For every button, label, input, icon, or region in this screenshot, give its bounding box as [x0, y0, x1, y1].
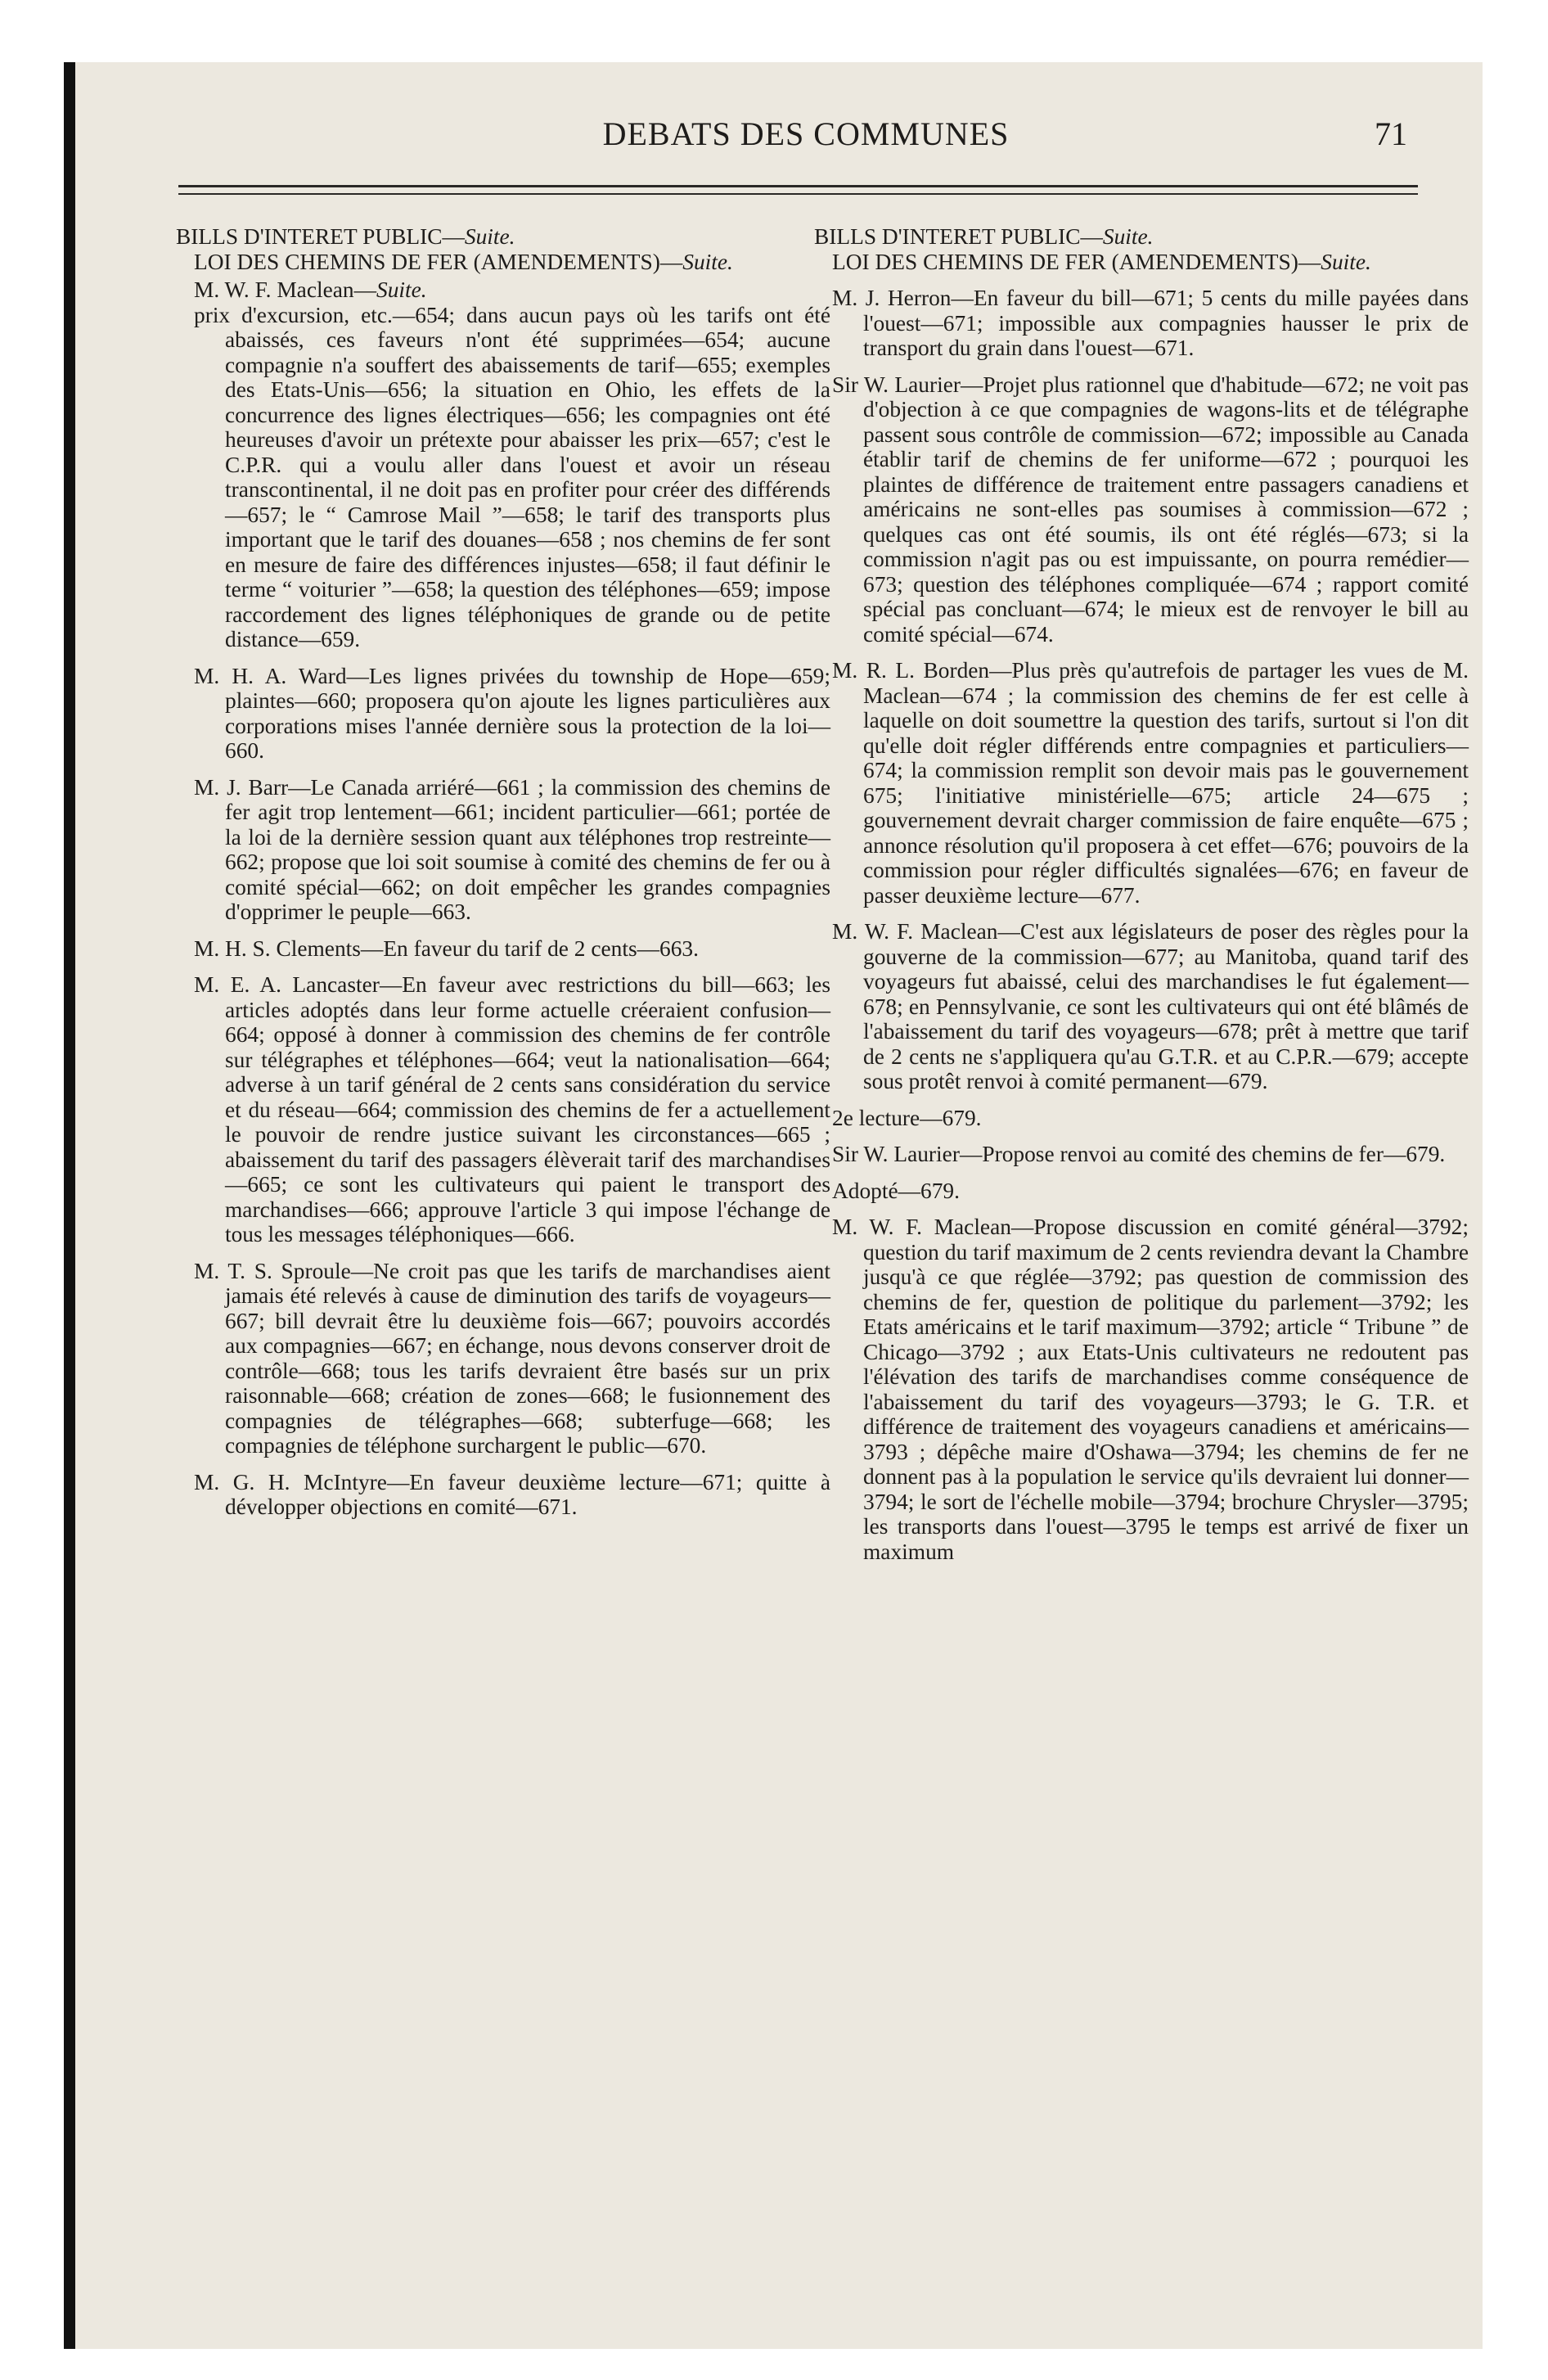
subhead-suite: Suite.: [1321, 249, 1371, 274]
index-entry: [176, 664, 830, 764]
entry-text: 2e lecture—679.: [832, 1105, 982, 1130]
entry-text: Le Canada arriéré—661 ; la commission des chemins de fer agit trop lentement—661; incident particulier—661; portée de la loi de la dernière session quant aux téléphones trop restreinte—662; propose que loi soit soumise à comité des chemins de fer ou à comité spécial—662; on doit empêcher les grandes compagnies d'opprimer le peuple—663.: [225, 774, 830, 924]
subhead-text: LOI DES CHEMINS DE FER (AMENDEMENTS)—: [194, 249, 683, 274]
index-entry: [176, 1470, 830, 1520]
subhead-suite: Suite.: [682, 249, 733, 274]
right-entries: [814, 286, 1469, 1564]
index-entry: [814, 919, 1469, 1094]
entry-text: Adopté—679.: [832, 1178, 960, 1203]
index-entry: [814, 1215, 1469, 1564]
entry-text: Propose discussion en comité général—3792; question du tarif maximum de 2 cents reviendra devant la Chambre jusqu'à ce que réglée—3792; pas question de commission des chemins de fer, question de politique du parlement—3792; les Etats américains et le tarif maximum—3792; article “ Tribune ” de Chicago—3792 ; aux Etats-Unis cultivateurs ne redoutent pas l'élévation des tarifs de marchandises comme conséquence de l'abaissement du tarif des voyageurs—3793; le G. T.R. et différence de traitement des voyageurs canadiens et américains—3793 ; dépêche maire d'Oshawa—3794; les chemins de fer ne donnent pas à la population le service qu'ils devraient lui donner—3794; le sort de l'échelle mobile—3794; brochure Chrysler—3795; les transports dans l'ouest—3795 le temps est arrivé de fixer un maximum: [863, 1215, 1469, 1564]
entry-speaker: Sir W. Laurier—: [832, 1142, 983, 1166]
speaker-heading-suite: Suite.: [376, 277, 427, 302]
index-entry: [814, 372, 1469, 647]
page-number: 71: [1375, 115, 1407, 152]
entry-text: En faveur du tarif de 2 cents—663.: [383, 935, 699, 961]
entry-text: En faveur deuxième lecture—671; quitte à développer objections en comité—671.: [225, 1469, 830, 1519]
entry-text: Propose renvoi au comité des chemins de fer—679.: [982, 1142, 1446, 1166]
running-head-suite: Suite.: [1102, 224, 1154, 249]
running-head-text: BILLS D'INTERET PUBLIC—: [814, 224, 1103, 249]
entry-speaker: M. R. L. Borden—: [832, 658, 1012, 683]
index-entry: [814, 1179, 1469, 1204]
entry-text: En faveur du bill—671; 5 cents du mille payées dans l'ouest—671; impossible aux compagnies hausser le prix de transport du grain dans l'ouest—671.: [863, 286, 1469, 360]
index-entry: [814, 1106, 1469, 1131]
entry-speaker: M. E. A. Lancaster—: [194, 972, 403, 997]
speaker-heading-text: M. W. F. Maclean—: [194, 277, 377, 302]
index-entry: [176, 1259, 830, 1458]
entry-speaker: Sir W. Laurier—: [832, 372, 983, 397]
running-head: [814, 224, 1469, 250]
running-head-text: BILLS D'INTERET PUBLIC—: [176, 224, 465, 249]
index-entry: [814, 286, 1469, 361]
index-entry: [176, 936, 830, 962]
header-rule-bottom: [178, 193, 1418, 195]
entry-speaker: M. W. F. Maclean—: [832, 919, 1020, 944]
entry-speaker: M. H. A. Ward—: [194, 663, 369, 688]
section-subhead: [176, 250, 830, 275]
entry-text: prix d'excursion, etc.—654; dans aucun pays où les tarifs ont été abaissés, ces faveurs n'ont été supprimées—654; aucune compagnie n'a souffert des abaissements de tarif—655; exemples des Etats-Unis—656; la situation en Ohio, les effets de la concurrence des lignes électriques—656; les compagnies ont été heureuses d'avoir un prétexte pour abaisser les prix—657; c'est le C.P.R. qui a voulu aller dans l'ouest et avoir un réseau transcontinental, il ne doit pas en profiter pour créer des différends—657; le “ Camrose Mail ”—658; le tarif des transports plus important que le tarif des douanes—658 ; nos chemins de fer sont en mesure de faire des différences injustes—658; il faut définir le terme “ voiturier ”—658; la question des téléphones—659; impose raccordement des lignes téléphoniques de grande ou de petite distance—659.: [194, 302, 830, 651]
running-head: [176, 224, 830, 250]
entry-text: Ne croit pas que les tarifs de marchandises aient jamais été relevés à cause de diminution des tarifs de voyageurs—667; bill devrait être lu deuxième fois—667; pouvoirs accordés aux compagnies—667; en échange, nous devons conserver droit de contrôle—668; tous les tarifs devraient être basés sur un prix raisonnable—668; création de zones—668; le fusionnement des compagnies de télégraphes—668; subterfuge—668; les compagnies de téléphone surchargent le public—670.: [225, 1258, 830, 1458]
entry-speaker: M. J. Herron—: [832, 286, 974, 310]
binding-edge: [64, 62, 75, 2349]
entry-text: Projet plus rationnel que d'habitude—672; ne voit pas d'objection à ce que compagnies de wagons-lits et de télégraphe passent sous contrôle de commission—672; impossible au Canada établir tarif de chemins de fer uniforme—672 ; pourquoi les plaintes de différence de traitement entre passagers canadiens et américains ne sont-elles pas soumises à commission—672 ; quelques cas ont été soumis, ils ont été réglés—673; si la commission n'agit pas ou est impuissante, on pourra remédier—673; question des téléphones compliquée—674 ; rapport comité spécial pas concluant—674; le mieux est de renvoyer le bill au comité spécial—674.: [863, 372, 1469, 647]
index-entry: [814, 658, 1469, 908]
index-entry: [176, 972, 830, 1247]
entry-text: Plus près qu'autrefois de partager les vues de M. Maclean—674 ; la commission des chemins de fer est celle à laquelle on doit soumettre la question des tarifs, surtout si l'on dit qu'elle doit régler différends entre compagnies et particuliers—674; la commission remplit son devoir mais pas le gouvernement 675; l'initiative ministérielle—675; article 24—675 ; gouvernement devrait charger commission de faire enquête—675 ; annonce résolution qu'il proposera à cet effet—676; pouvoirs de la commission pour régler difficultés signalées—676; en faveur de passer deuxième lecture—677.: [863, 658, 1469, 908]
entry-text: Les lignes privées du township de Hope—659; plaintes—660; proposera qu'on ajoute les lignes particulières aux corporations mises l'année dernière sous la protection de la loi—660.: [225, 663, 830, 763]
page-header-title: DEBATS DES COMMUNES: [602, 115, 1010, 152]
speaker-heading: [176, 277, 830, 303]
index-entry: [176, 303, 830, 652]
running-head-suite: Suite.: [464, 224, 515, 249]
entry-speaker: M. H. S. Clements—: [194, 935, 384, 961]
index-entry: [176, 775, 830, 925]
left-entries: [176, 303, 830, 1520]
entry-speaker: M. W. F. Maclean—: [832, 1215, 1034, 1239]
entry-speaker: M. G. H. McIntyre—: [194, 1469, 410, 1494]
entry-speaker: M. T. S. Sproule—: [194, 1258, 374, 1283]
index-entry: [814, 1142, 1469, 1167]
entry-text: En faveur avec restrictions du bill—663; les articles adoptés dans leur forme actuelle créeraient confusion—664; opposé à donner à commission des chemins de fer contrôle sur télégraphes et téléphones—664; veut la nationalisation—664; adverse à un tarif général de 2 cents sans considération du service et du réseau—664; commission des chemins de fer a actuellement le pouvoir de rendre justice suivant les circonstances—665 ; abaissement du tarif des passagers élèverait tarif des marchandises—665; ce sont les cultivateurs qui paient le transport des marchandises—666; approuve l'article 3 qui impose l'échange de tous les messages téléphoniques—666.: [225, 972, 830, 1246]
header-rule-top: [178, 185, 1418, 187]
section-subhead: [814, 250, 1469, 275]
right-column: [814, 224, 1469, 1575]
subhead-text: LOI DES CHEMINS DE FER (AMENDEMENTS)—: [832, 249, 1321, 274]
left-column: [176, 224, 830, 1531]
entry-text: C'est aux législateurs de poser des règles pour la gouverne de la commission—677; au Manitoba, quand tarif des voyageurs fut abaissé, celui des marchandises le fut également—678; en Pennsylvanie, ce sont les cultivateurs qui ont été blâmés de l'abaissement du tarif des voyageurs—678; prêt à mettre que tarif de 2 cents ne s'appliquera qu'au G.T.R. et au C.P.R.—679; accepte sous protêt renvoi à comité permanent—679.: [863, 919, 1469, 1093]
entry-speaker: M. J. Barr—: [194, 774, 311, 800]
